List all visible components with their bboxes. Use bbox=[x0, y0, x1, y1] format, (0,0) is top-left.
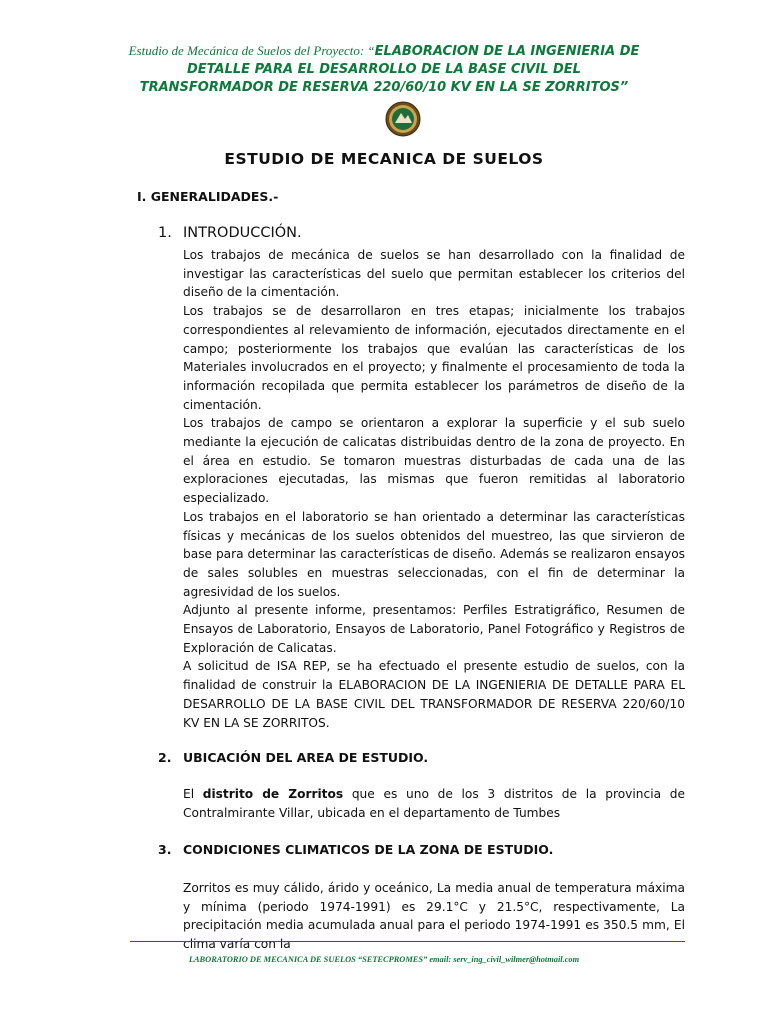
introduction-body bbox=[183, 246, 685, 732]
paragraph bbox=[183, 785, 685, 822]
subsection-number: 3. bbox=[158, 842, 172, 857]
subsection-introduccion bbox=[158, 225, 302, 241]
paragraph: Los trabajos se de desarrollaron en tres etapas; inicialmente los trabajos correspondientes al relevamiento de información, ejecutados directamente en el campo; posteriormente los trabajos que evalúan las características de los Materiales involucrados en el proyecto; y finalmente el procesamiento de toda la información recopilada que permita establecer los parámetros de diseño de la cimentación. bbox=[183, 304, 685, 412]
subsection-number: 2. bbox=[158, 750, 172, 765]
clima-body bbox=[183, 879, 685, 954]
paragraph: Zorritos es muy cálido, árido y oceánico, La media anual de temperatura máxima y mínima (periodo 1974-1991) es 29.1°C y 21.5°C, respectivamente, La precipitación media acumulada anual para el periodo 1974-1991 es 350.5 mm, El clima varía con la bbox=[183, 881, 685, 952]
subsection-ubicacion bbox=[158, 750, 428, 765]
ubicacion-body bbox=[183, 785, 685, 822]
paragraph: Los trabajos de campo se orientaron a explorar la superficie y el sub suelo mediante la ejecución de calicatas distribuidas dentro de la zona de proyecto. En el área en estudio. Se tomaron muestras disturbadas de cada una de las exploraciones ejecutadas, las mismas que fueron remitidas al laboratorio especializado. bbox=[183, 416, 685, 506]
text-run: que es uno de los 3 distritos de la provincia de Contralmirante Villar, ubicada en el departamento de Tumbes bbox=[183, 787, 685, 820]
subsection-label: INTRODUCCIÓN. bbox=[183, 225, 302, 241]
page-header bbox=[120, 42, 648, 97]
footer-divider bbox=[130, 941, 685, 942]
paragraph: Adjunto al presente informe, presentamos: Perfiles Estratigráfico, Resumen de Ensayos de Laboratorio, Ensayos de Laboratorio, Panel Fotográfico y Registros de Exploración de Calicatas. bbox=[183, 603, 685, 655]
subsection-label: CONDICIONES CLIMATICOS DE LA ZONA DE ESTUDIO. bbox=[183, 842, 554, 857]
page-footer: LABORATORIO DE MECANICA DE SUELOS “SETECPROMES” email: serv_ing_civil_wilmer@hotmail.com bbox=[188, 955, 580, 964]
subsection-condiciones-climaticas bbox=[158, 842, 553, 857]
paragraph: Los trabajos en el laboratorio se han orientado a determinar las características físicas y mecánicas de los suelos obtenidos del muestreo, las que sirvieron de base para determinar las características de diseño. Además se realizaron ensayos de sales solubles en muestras seleccionadas, con el fin de determinar la agresividad de los suelos. bbox=[183, 509, 685, 599]
header-close-quote: ” bbox=[619, 80, 629, 95]
subsection-number: 1. bbox=[158, 225, 172, 241]
subsection-label: UBICACIÓN DEL AREA DE ESTUDIO. bbox=[183, 750, 429, 765]
header-lead: Estudio de Mecánica de Suelos del Proyecto: “ bbox=[128, 43, 375, 58]
document-title: ESTUDIO DE MECANICA DE SUELOS bbox=[224, 150, 544, 168]
company-logo bbox=[385, 101, 421, 137]
text-run: El bbox=[183, 787, 203, 801]
section-heading-generalidades: I. GENERALIDADES.- bbox=[137, 189, 279, 204]
paragraph: Los trabajos de mecánica de suelos se han desarrollado con la finalidad de investigar las características del suelo que permitan establecer los criterios del diseño de la cimentación. bbox=[183, 248, 685, 300]
district-name: distrito de Zorritos bbox=[202, 787, 344, 801]
paragraph: A solicitud de ISA REP, se ha efectuado el presente estudio de suelos, con la finalidad de construir la ELABORACION DE LA INGENIERIA DE DETALLE PARA EL DESARROLLO DE LA BASE CIVIL DEL TRANSFORMADOR DE RESERVA 220/60/10 KV EN LA SE ZORRITOS. bbox=[183, 659, 685, 730]
header-project-title: ELABORACION DE LA INGENIERIA DE DETALLE PARA EL DESARROLLO DE LA BASE CIVIL DEL TRANSFORMADOR DE RESERVA 220/60/10 KV EN LA SE ZORRITOS bbox=[139, 44, 640, 95]
